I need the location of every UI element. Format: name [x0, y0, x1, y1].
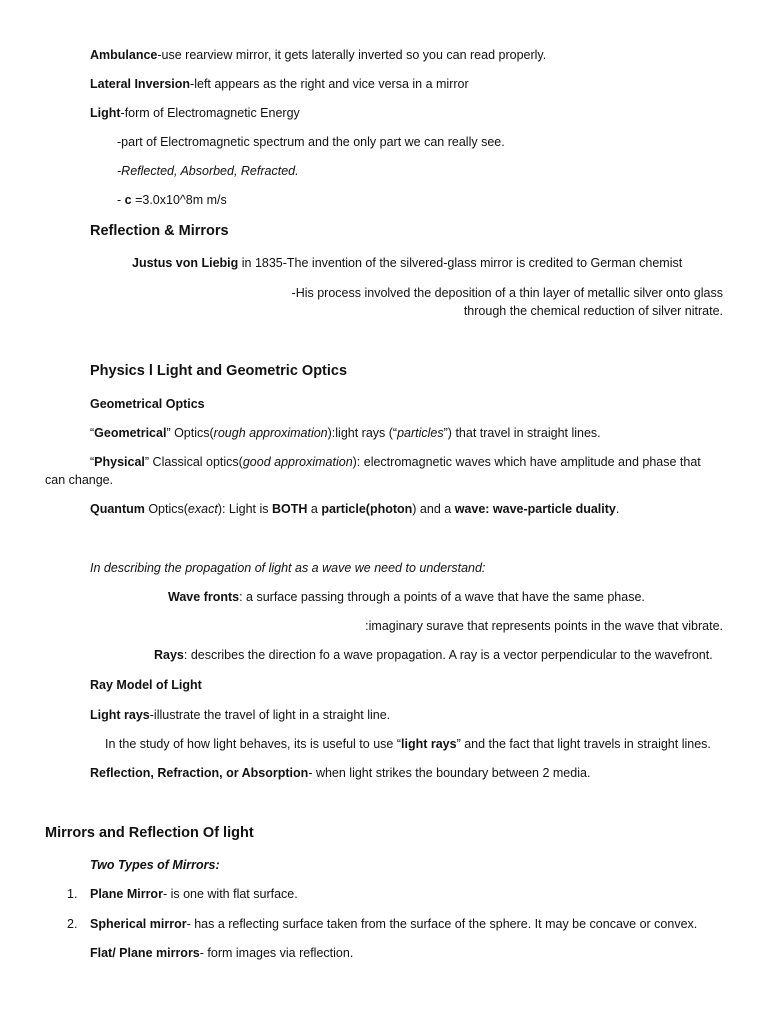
imaginary-surface-line: :imaginary surave that represents points in the wave that vibrate. [365, 619, 723, 633]
wave-fronts-line: Wave fronts: a surface passing through a points of a wave that have the same phase. [168, 590, 645, 604]
lateral-inversion-line: Lateral Inversion-left appears as the right and vice versa in a mirror [90, 77, 469, 91]
list-item: Plane Mirror- is one with flat surface. [90, 887, 298, 901]
liebig-process-line-1: -His process involved the deposition of a thin layer of metallic silver onto glass [291, 286, 723, 300]
reflected-absorbed-line: -Reflected, Absorbed, Refracted. [117, 164, 299, 178]
ray-model-subheading: Ray Model of Light [90, 678, 202, 692]
study-light-line: In the study of how light behaves, its is useful to use “light rays” and the fact that light travels in straight lines. [105, 737, 711, 751]
quantum-line: Quantum Optics(exact): Light is BOTH a particle(photon) and a wave: wave-particle duality. [90, 502, 620, 516]
list-item-number: 1. [67, 887, 78, 901]
reflection-refraction-line: Reflection, Refraction, or Absorption- when light strikes the boundary between 2 media. [90, 766, 591, 780]
list-item: Spherical mirror- has a reflecting surface taken from the surface of the sphere. It may be concave or convex. [90, 917, 698, 931]
light-definition-line: Light-form of Electromagnetic Energy [90, 106, 300, 120]
list-item-number: 2. [67, 917, 78, 931]
light-rays-line: Light rays-illustrate the travel of light in a straight line. [90, 708, 391, 722]
physical-line-cont: can change. [45, 473, 114, 487]
geometrical-optics-subheading: Geometrical Optics [90, 397, 205, 411]
propagation-intro-line: In describing the propagation of light as a wave we need to understand: [90, 561, 486, 575]
heading-mirrors-reflection: Mirrors and Reflection Of light [45, 825, 254, 841]
flat-plane-mirrors-line: Flat/ Plane mirrors- form images via reflection. [90, 946, 354, 960]
geometrical-line: “Geometrical” Optics(rough approximation):light rays (“particles”) that travel in straight lines. [90, 426, 601, 440]
speed-of-light-line: - c =3.0x10^8m m/s [117, 193, 227, 207]
ambulance-line: Ambulance-use rearview mirror, it gets laterally inverted so you can read properly. [90, 48, 547, 62]
rays-line: Rays: describes the direction fo a wave propagation. A ray is a vector perpendicular to the wavefront. [154, 648, 713, 662]
two-types-subheading: Two Types of Mirrors: [90, 858, 220, 872]
liebig-process-line-2: through the chemical reduction of silver nitrate. [463, 304, 723, 318]
physical-line: “Physical” Classical optics(good approximation): electromagnetic waves which have amplitude and phase that [90, 455, 701, 469]
heading-geometric-optics: Physics l Light and Geometric Optics [90, 363, 348, 379]
spectrum-line: -part of Electromagnetic spectrum and the only part we can really see. [117, 135, 505, 149]
heading-reflection-mirrors: Reflection & Mirrors [90, 223, 229, 239]
liebig-line: Justus von Liebig in 1835-The invention of the silvered-glass mirror is credited to German chemist [132, 256, 683, 270]
